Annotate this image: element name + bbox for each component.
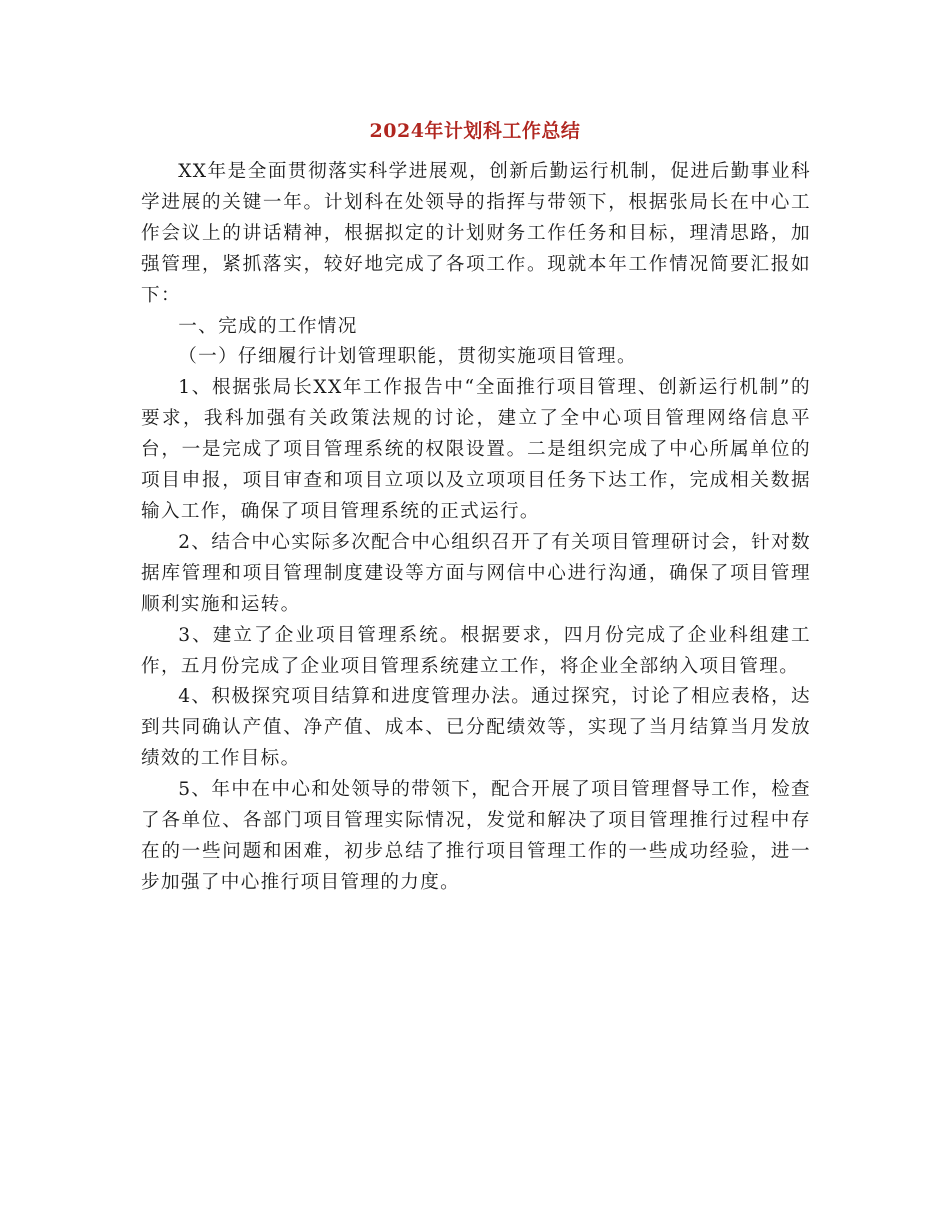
- paragraph-item-1: 1、根据张局长XX年工作报告中“全面推行项目管理、创新运行机制”的要求，我科加强有关政策法规的讨论，建立了全中心项目管理网络信息平台，一是完成了项目管理系统的权限设置。二是组织完成了中心所属单位的项目申报，项目审查和项目立项以及立项项目任务下达工作，完成相关数据输入工作，确保了项目管理系统的正式运行。: [141, 377, 811, 522]
- subsection-heading-1: （一）仔细履行计划管理职能，贯彻实施项目管理。: [178, 346, 637, 368]
- paragraph-item-3: 3、建立了企业项目管理系统。根据要求，四月份完成了企业科组建工作，五月份完成了企业项目管理系统建立工作，将企业全部纳入项目管理。: [141, 624, 811, 677]
- document-body: [141, 157, 811, 899]
- paragraph-item-4: 4、积极探究项目结算和进度管理办法。通过探究，讨论了相应表格，达到共同确认产值、净产值、成本、已分配绩效等，实现了当月结算当月发放绩效的工作目标。: [141, 686, 811, 770]
- paragraph-intro: XX年是全面贯彻落实科学进展观，创新后勤运行机制，促进后勤事业科学进展的关键一年。计划科在处领导的指挥与带领下，根据张局长在中心工作会议上的讲话精神，根据拟定的计划财务工作任务和目标，理清思路，加强管理，紧抓落实，较好地完成了各项工作。现就本年工作情况简要汇报如下：: [141, 161, 811, 306]
- paragraph-item-5: 5、年中在中心和处领导的带领下，配合开展了项目管理督导工作，检查了各单位、各部门项目管理实际情况，发觉和解决了项目管理推行过程中存在的一些问题和困难，初步总结了推行项目管理工作的一些成功经验，进一步加强了中心推行项目管理的力度。: [141, 779, 811, 893]
- document-title: 2024年计划科工作总结: [369, 120, 581, 142]
- section-heading-1: 一、完成的工作情况: [178, 315, 358, 337]
- paragraph-item-2: 2、结合中心实际多次配合中心组织召开了有关项目管理研讨会，针对数据库管理和项目管理制度建设等方面与网信中心进行沟通，确保了项目管理顺利实施和运转。: [141, 531, 811, 615]
